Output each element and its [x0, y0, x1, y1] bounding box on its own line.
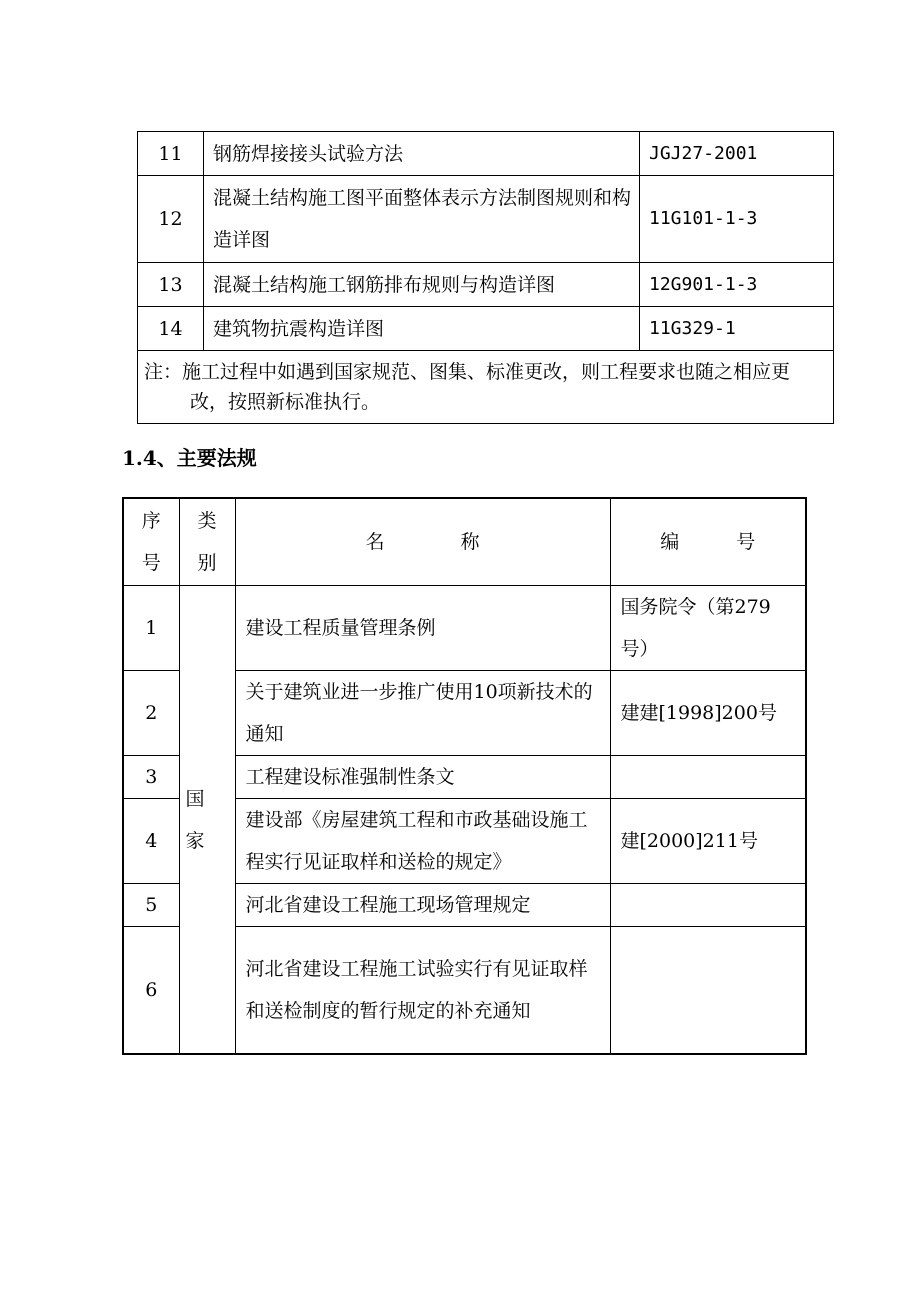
- header-number-line2: 号: [141, 552, 161, 574]
- row-number: 4: [123, 799, 179, 884]
- header-number: [123, 498, 179, 586]
- regulation-code: 建建[1998]200号: [610, 671, 806, 756]
- note-cell: [138, 351, 834, 424]
- regulation-name: 关于建筑业进一步推广使用10项新技术的通知: [235, 671, 610, 756]
- row-number: 12: [138, 176, 204, 263]
- header-category: [179, 498, 235, 586]
- header-category-line1: 类: [197, 510, 217, 532]
- table-row: [138, 176, 834, 263]
- row-number: 1: [123, 586, 179, 671]
- category-line1: 国: [185, 787, 205, 810]
- standard-code: 11G101-1-3: [640, 176, 834, 263]
- category-line2: 家: [185, 829, 205, 852]
- regulation-name: 河北省建设工程施工现场管理规定: [235, 884, 610, 927]
- row-number: 2: [123, 671, 179, 756]
- category-cell: [179, 586, 235, 1055]
- row-number: 14: [138, 307, 204, 351]
- standard-name: 建筑物抗震构造详图: [204, 307, 640, 351]
- regulation-name: 工程建设标准强制性条文: [235, 756, 610, 799]
- row-number: 11: [138, 132, 204, 176]
- regulation-name: 建设工程质量管理条例: [235, 586, 610, 671]
- regulation-code: 建[2000]211号: [610, 799, 806, 884]
- standards-table: [137, 131, 834, 424]
- regulation-code: [610, 756, 806, 799]
- standard-code: JGJ27-2001: [640, 132, 834, 176]
- standard-name: 混凝土结构施工图平面整体表示方法制图规则和构造详图: [204, 176, 640, 263]
- regulation-code: 国务院令（第279号）: [610, 586, 806, 671]
- row-number: 6: [123, 927, 179, 1055]
- row-number: 5: [123, 884, 179, 927]
- note-row: [138, 351, 834, 424]
- section-title: 1.4、主要法规: [122, 446, 257, 470]
- table-row: [123, 586, 806, 671]
- header-row: [123, 498, 806, 586]
- note-text: 注：施工过程中如遇到国家规范、图集、标准更改，则工程要求也随之相应更改，按照新标准执行。: [144, 361, 791, 413]
- header-category-line2: 别: [197, 552, 217, 574]
- regulation-code: [610, 927, 806, 1055]
- header-code: 编 号: [610, 498, 806, 586]
- regulation-name: 河北省建设工程施工试验实行有见证取样和送检制度的暂行规定的补充通知: [235, 927, 610, 1055]
- row-number: 3: [123, 756, 179, 799]
- standard-name: 钢筋焊接接头试验方法: [204, 132, 640, 176]
- regulation-name: 建设部《房屋建筑工程和市政基础设施工程实行见证取样和送检的规定》: [235, 799, 610, 884]
- row-number: 13: [138, 263, 204, 307]
- header-number-line1: 序: [141, 510, 161, 532]
- table-row: [138, 307, 834, 351]
- standard-code: 11G329-1: [640, 307, 834, 351]
- table-row: [138, 132, 834, 176]
- table-row: [138, 263, 834, 307]
- regulation-code: [610, 884, 806, 927]
- standard-name: 混凝土结构施工钢筋排布规则与构造详图: [204, 263, 640, 307]
- standard-code: 12G901-1-3: [640, 263, 834, 307]
- regulations-table: [122, 497, 807, 1055]
- header-name: 名 称: [235, 498, 610, 586]
